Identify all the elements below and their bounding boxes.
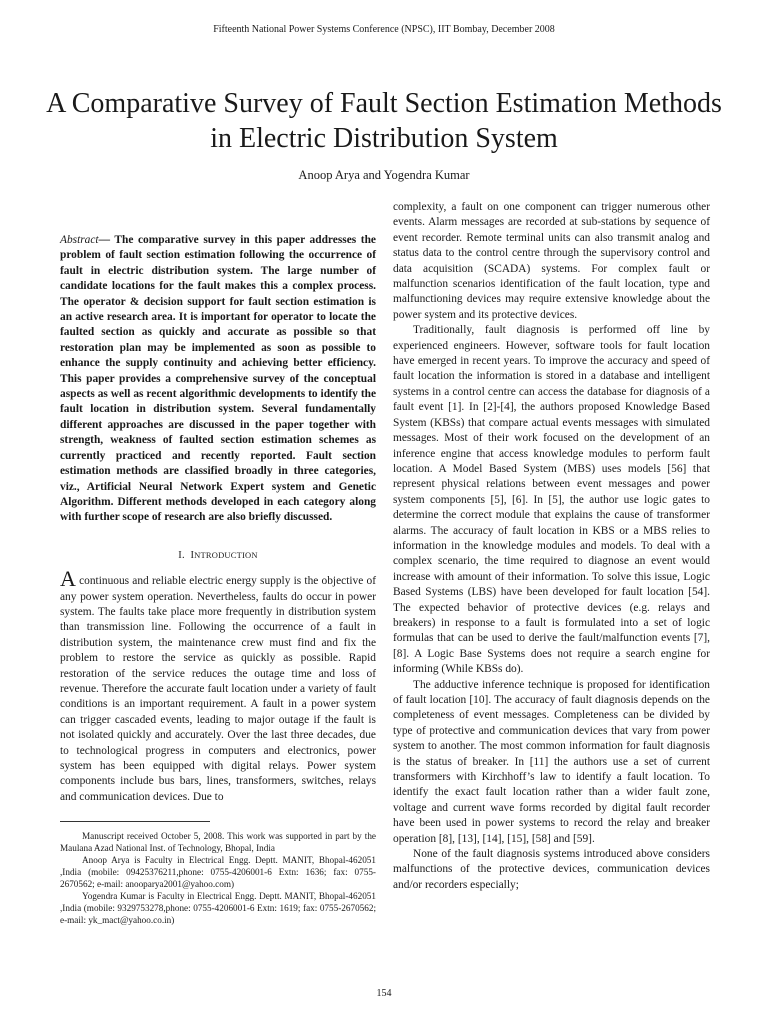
footnote-manuscript: Manuscript received October 5, 2008. This work was supported in part by the Maulana Azad National Inst. of Technology, Bhopal, India [60, 831, 376, 854]
intro-paragraph [60, 566, 376, 805]
right-paragraph-1: complexity, a fault on one component can trigger numerous other events. Alarm messages are recorded at sub-stations by sequence of event recorder. Remote terminal units can also transmit analog and status data to the control centre through the supervisory control and data acquisition (SCADA) systems. For complex fault or malfunction scenarios identification of the fault location, type and malfunctioning devices may require extensive knowledge about the power system and its protective devices. [393, 201, 710, 321]
footnote-author-2: Yogendra Kumar is Faculty in Electrical Engg. Deptt. MANIT, Bhopal-462051 ,India (mobile: 9329753278,phone: 0755-4206001-6 Extn: 1619; fax: 0755-2670562; e-mail: yk_mact@yahoo.co.in) [60, 891, 376, 926]
right-column [393, 200, 710, 893]
left-column [60, 233, 376, 926]
footnote-rule [60, 821, 210, 822]
abstract-text: The comparative survey in this paper addresses the problem of fault section estimation following the occurrence of fault in electric distribution system. The large number of candidate locations for the fault makes this a complex process. The operator & decision support for fault section estimation is an active research area. It is important for operator to locate the faulted section as quickly and accurate as possible so that restoration plan may be implemented as soon as possible to enhance the supply continuity and achieving better efficiency. This paper provides a comprehensive survey of the conceptual aspects as well as recent algorithmic developments to identify the fault location in distribution system. Several fundamentally different approaches are discussed in the paper together with strength, weakness of faulted section estimation schemes as currently practiced and recently reported. Fault section estimation methods are classified broadly in three categories, viz., Artificial Neural Network Expert system and Genetic Algorithm. Different methods developed in each category along with further scope of research are also briefly discussed. [60, 234, 376, 524]
section-title-rest: NTRODUCTION [194, 549, 258, 560]
abstract-lead: Abstract [60, 234, 99, 246]
footnotes [60, 830, 376, 926]
section-title-initial: I [190, 549, 195, 561]
footnote-author-1: Anoop Arya is Faculty in Electrical Engg. Deptt. MANIT, Bhopal-462051 ,India (mobile: 09425376211,phone: 0755-4206001-6 Extn: 1636; fax: 0755-2670562; e-mail: anooparya2001@yahoo.com) [60, 855, 376, 890]
conference-header: Fifteenth National Power Systems Conference (NPSC), IIT Bombay, December 2008 [213, 24, 555, 35]
abstract-dash: — [98, 234, 115, 246]
intro-dropcap: A [60, 566, 76, 592]
section-numeral: I. [178, 549, 185, 561]
intro-text: continuous and reliable electric energy supply is the objective of any power system operation. Nevertheless, faults do occur in power system. The faults take place more frequently in distribution system than transmission line. Following the occurrence of a fault in distribution system, the maintenance crew must find and fix the problem to restore the service as quickly as possible. Rapid restoration of the service reduces the outage time and loss of revenue. Therefore the accurate fault location under a variety of fault conditions is an important requirement. A fault in a power system can trigger cascaded events, leading to major outage if the fault is not isolated quickly and accurately. Over the last three decades, due to technological progress in computers and electronics, power system has been equipped with digital relays. Power system components include bus bars, lines, transformers, switches, relays and communication devices. Due to [60, 575, 376, 803]
page-number: 154 [376, 988, 392, 999]
paper-title: A Comparative Survey of Fault Section Estimation Methods in Electric Distribution System [46, 88, 722, 154]
abstract [60, 233, 376, 526]
right-paragraph-3: The adductive inference technique is proposed for identification of fault location [10]. The accuracy of fault diagnosis depends on the completeness of event messages. Completeness can be divided by type of protective and communication devices that vary from power system to another. The most common information for fault diagnosis is the status of breaker. In [11] the authors use a set of current transformers with Kirchhoff’s law to identify a fault location. To identify the exact fault location rather than a wider fault zone, voltage and current wave forms recorded by digital fault recorder have been used in power systems to record the relay and breaker operation [8], [13], [14], [15], [58] and [59]. [393, 678, 710, 845]
section-heading-introduction [60, 548, 376, 563]
paper-authors: Anoop Arya and Yogendra Kumar [298, 168, 470, 182]
right-paragraph-2: Traditionally, fault diagnosis is performed off line by experienced engineers. However, software tools for fault location have emerged in recent years. To improve the accuracy and speed of fault location the information is stored in a database and intelligent systems in a control centre can access the database for diagnosis of a fault event [1]. In [2]-[4], the authors proposed Knowledge Based System (KBSs) that compare actual events messages with simulated messages. Most of their work focused on the development of an inference engine that access knowledge modules to perform fault location. A Model Based System (MBS) uses models [56] that represent physical relations between event messages and power system components [5], [6]. In [5], the author use logic gates to determine the correct module that explains the cause of transformer alarms. The accuracy of fault location in KBS or a MBS relies to information in the knowledge modules and models. To deal with a complex scenario, the time required to diagnose an event would increase with amount of their information. To solve this issue, Logic Based Systems (LBS) have been developed for fault location [54]. The expected behavior of protective devices (e.g. relays and breakers) in response to a fault is formulated into a set of logic formulas that can be used to derive the fault/malfunction events [7], [8]. A Logic Base Systems does not require a search engine for informing (While KBSs do). [393, 324, 710, 676]
right-paragraph-4: None of the fault diagnosis systems introduced above considers malfunctions of the protective devices, communication devices and/or recorders especially; [393, 848, 710, 891]
